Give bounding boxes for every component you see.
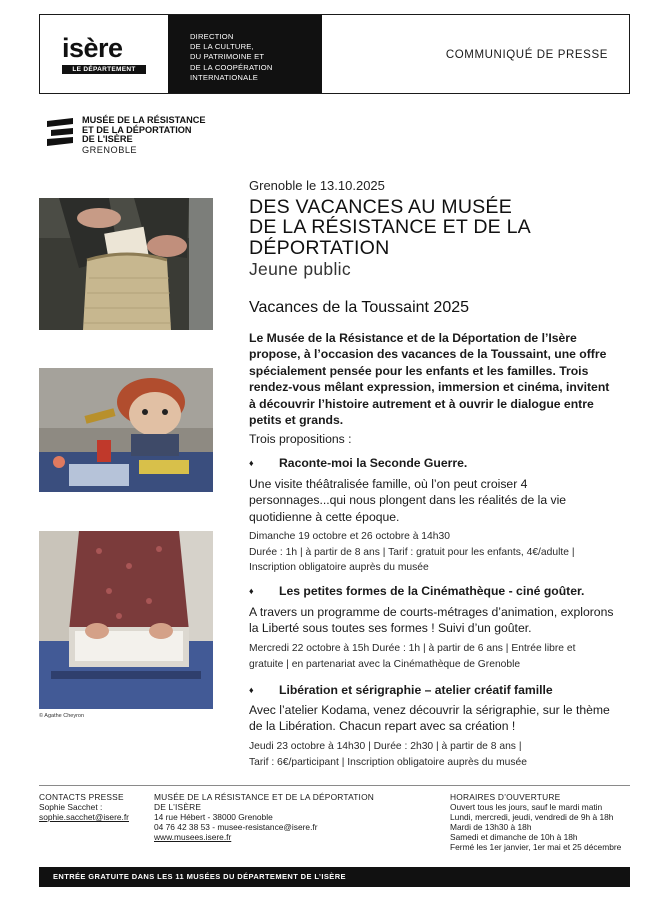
info-line: Durée : 1h | à partir de 8 ans | Tarif : gratuit pour les enfants, 4€/adulte |: [249, 546, 575, 558]
press-release-label-box: [322, 15, 630, 93]
press-contacts-heading: CONTACTS PRESSE: [39, 792, 124, 802]
intro-line: à découvrir l’histoire autrement et à ouvrir le dialogue entre: [249, 396, 594, 411]
logo-subtitle: LE DÉPARTEMENT: [62, 65, 146, 74]
free-entry-banner: [39, 867, 630, 887]
photo-puppet-animation: [39, 368, 213, 492]
intro-line: rendez-vous mêlant expression, immersion et cinéma, invitent: [249, 380, 610, 395]
logo-name: isère: [62, 33, 123, 63]
hours-line: Lundi, mercredi, jeudi, vendredi de 9h à 18h: [450, 811, 614, 822]
bullet-icon: ♦: [249, 458, 254, 468]
free-entry-text: ENTRÉE GRATUITE DANS LES 11 MUSÉES DU DÉPARTEMENT DE L’ISÈRE: [53, 872, 346, 881]
intro-line: propose, à l’occasion des vacances de la Toussaint, une offre: [249, 347, 607, 362]
info-line: Mercredi 22 octobre à 15h Durée : 1h | à partir de 6 ans | Entrée libre et: [249, 643, 576, 654]
direction-text: [190, 32, 273, 83]
direction-block: [168, 15, 322, 93]
museum-address-heading: DE L’ISÈRE: [154, 801, 202, 812]
photo-screen-printing: [39, 531, 213, 709]
photo-hands-bag: [39, 198, 213, 330]
direction-line: DIRECTION: [190, 32, 234, 41]
proposition-2-info: [249, 641, 629, 672]
museum-street-address: 14 rue Hébert - 38000 Grenoble: [154, 811, 273, 822]
museum-name-line: MUSÉE DE LA RÉSISTANCE: [82, 115, 206, 125]
description-line: la Liberté sous toutes ses formes ! Suivi d’un goûter.: [249, 621, 532, 636]
page-title: [249, 197, 639, 258]
title-line: DÉPORTATION: [249, 236, 390, 259]
museum-address: [154, 793, 404, 843]
subtitle: Jeune public: [249, 259, 351, 279]
hours-line: Fermé les 1er janvier, 1er mai et 25 décembre: [450, 841, 622, 852]
proposition-1-info: [249, 529, 629, 576]
proposition-2-title: [249, 584, 584, 598]
museum-name-line: ET DE LA DÉPORTATION: [82, 124, 192, 135]
opening-hours: [450, 793, 630, 852]
museum-website-link[interactable]: www.musees.isere.fr: [154, 831, 232, 842]
museum-logo: [45, 114, 265, 158]
press-contact-email-link[interactable]: sophie.sacchet@isere.fr: [39, 811, 129, 822]
info-line: Inscription obligatoire auprès du musée: [249, 562, 429, 574]
description-line: A travers un programme de courts-métrages d’animation, explorons: [249, 605, 614, 619]
season-heading: Vacances de la Toussaint 2025: [249, 299, 470, 316]
hours-line: Ouvert tous les jours, sauf le mardi matin: [450, 801, 603, 812]
description-line: Avec l’atelier Kodama, venez découvrir la sérigraphie, sur le thème: [249, 703, 610, 717]
propositions-label: Trois propositions :: [249, 432, 352, 446]
direction-line: DU PATRIMOINE ET: [190, 52, 265, 62]
proposition-2-description: [249, 604, 629, 637]
intro-line: Le Musée de la Résistance et de la Déportation de l’Isère: [249, 331, 577, 345]
dateline: Grenoble le 13.10.2025: [249, 178, 385, 193]
title-line: DES VACANCES AU MUSÉE: [249, 196, 512, 218]
description-line: quotidienne à cette époque.: [249, 509, 400, 524]
proposition-title-text: Raconte-moi la Seconde Guerre.: [279, 456, 468, 470]
hours-line: Mardi de 13h30 à 18h: [450, 821, 532, 832]
footer-divider: [39, 785, 630, 786]
info-line: Jeudi 23 octobre à 14h30 | Durée : 2h30 | à partir de 8 ans |: [249, 741, 522, 752]
proposition-3-description: [249, 702, 629, 735]
proposition-3-info: [249, 739, 629, 770]
bullet-icon: ♦: [249, 586, 254, 596]
description-line: de la Libération. Chacun repart avec sa création !: [249, 719, 516, 734]
direction-line: DE LA CULTURE,: [190, 42, 254, 52]
intro-line: spécialement pensée pour les enfants et les familles. Trois: [249, 363, 589, 378]
museum-logo-icon: [45, 118, 75, 148]
museum-address-heading: MUSÉE DE LA RÉSISTANCE ET DE LA DÉPORTATION: [154, 792, 375, 802]
museum-phone-email: 04 76 42 38 53 - musee-resistance@isere.fr: [154, 821, 318, 832]
photo-credit: © Agathe Cheyron: [39, 713, 85, 719]
intro-line: petits et grands.: [249, 413, 344, 428]
proposition-1-description: [249, 476, 629, 525]
opening-hours-heading: HORAIRES D’OUVERTURE: [450, 792, 561, 802]
proposition-title-text: Libération et sérigraphie – atelier créatif famille: [279, 683, 553, 697]
description-line: personnages...qui nous plongent dans les réalités de la vie: [249, 493, 567, 508]
header-band: [39, 14, 630, 94]
direction-line: DE LA COOPÉRATION: [190, 62, 273, 72]
museum-name-line: DE L'ISÈRE: [82, 134, 133, 145]
press-release-label: COMMUNIQUÉ DE PRESSE: [445, 49, 608, 61]
info-line: Dimanche 19 octobre et 26 octobre à 14h30: [249, 531, 450, 542]
intro-paragraph: [249, 330, 629, 428]
info-line: Tarif : 6€/participant | Inscription obligatoire auprès du musée: [249, 756, 527, 768]
museum-name: [82, 116, 206, 145]
press-contacts: [39, 793, 149, 823]
direction-line: INTERNATIONALE: [190, 72, 259, 82]
proposition-1-title: [249, 456, 467, 470]
proposition-3-title: [249, 683, 553, 697]
bullet-icon: ♦: [249, 685, 254, 695]
isere-department-logo: [40, 15, 168, 93]
museum-city: GRENOBLE: [82, 145, 138, 155]
hours-line: Samedi et dimanche de 10h à 18h: [450, 831, 578, 842]
title-line: DE LA RÉSISTANCE ET DE LA: [249, 216, 531, 239]
proposition-title-text: Les petites formes de la Cinémathèque - ciné goûter.: [279, 584, 585, 598]
press-contact-name: Sophie Sacchet :: [39, 801, 103, 812]
info-line: gratuite | en partenariat avec la Cinémathèque de Grenoble: [249, 658, 521, 670]
description-line: Une visite théâtralisée famille, où l’on peut croiser 4: [249, 477, 528, 491]
